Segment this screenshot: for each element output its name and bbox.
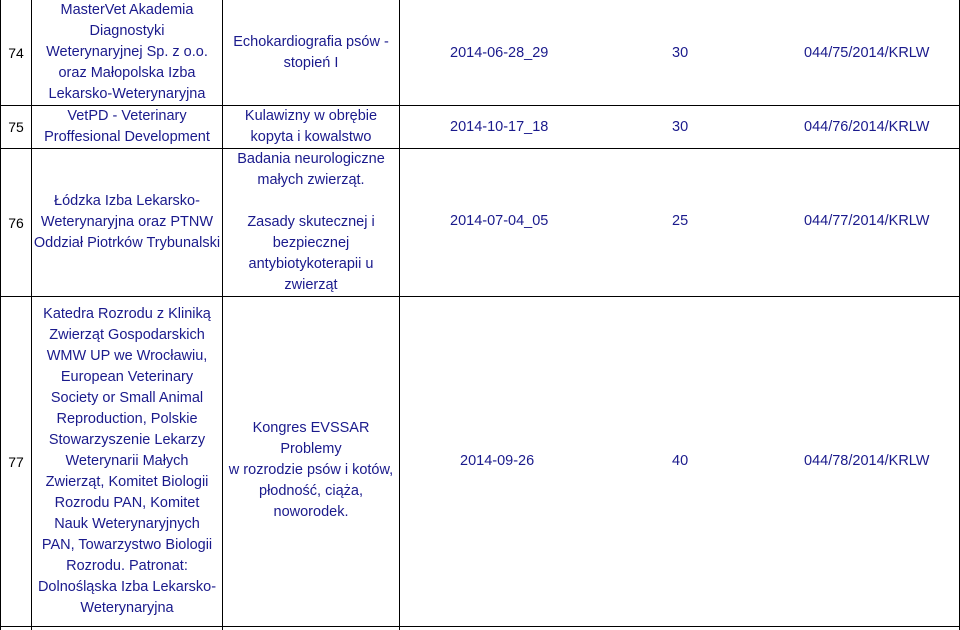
course-text: Echokardiografia psów - stopień I (233, 34, 389, 71)
course-text: Kongres EVSSAR Problemy w rozrodzie psów i kotów, płodność, ciąża, noworodek. (228, 420, 394, 520)
course-text: Kulawizny w obrębie kopyta i kowalstwo (244, 108, 378, 145)
course-cell (223, 149, 399, 296)
organizer-text: Katedra Rozrodu z Kliniką Zwierząt Gospodarskich WMW UP we Wrocławiu, European Veterinary Society or Small Animal Reproduction, Polskie Stowarzyszenie Lekarzy Weterynarii Małych Zwierząt, Komitet Biologii Rozrodu PAN, Komitet Nauk Weterynaryjnych PAN, Towarzystwo Biologii Rozrodu. Patronat: Dolnośląska Izba Lekarsko- Weterynaryjna (37, 306, 217, 616)
row-number (1, 297, 31, 626)
organizer-cell (32, 0, 222, 105)
date-text: 2014-10-17_18 (450, 119, 549, 135)
grid-line (399, 0, 400, 630)
code-text: 044/77/2014/KRLW (804, 213, 930, 229)
organizer-cell (32, 106, 222, 148)
row-number-text: 76 (8, 214, 24, 231)
organizer-cell (32, 297, 222, 626)
row-number-text: 77 (8, 453, 24, 470)
row-number-text: 74 (8, 44, 24, 61)
points-text: 30 (672, 119, 689, 135)
row-number (1, 0, 31, 105)
row-number (1, 106, 31, 148)
grid-line (0, 626, 960, 627)
date-text: 2014-09-26 (460, 453, 535, 469)
code-text: 044/78/2014/KRLW (804, 453, 930, 469)
course-cell (223, 106, 399, 148)
code-text: 044/76/2014/KRLW (804, 119, 930, 135)
course-cell (223, 418, 399, 523)
details-cell (400, 208, 959, 234)
organizer-text: VetPD - Veterinary Proffesional Development (44, 108, 210, 145)
details-cell (400, 40, 959, 66)
course-cell (223, 32, 399, 74)
points-text: 30 (672, 45, 689, 61)
date-text: 2014-07-04_05 (450, 213, 549, 229)
organizer-text: Łódzka Izba Lekarsko- Weterynaryjna oraz PTNW Oddział Piotrków Trybunalski (33, 193, 221, 251)
date-text: 2014-06-28_29 (450, 45, 549, 61)
row-number-text: 75 (8, 119, 24, 135)
points-text: 40 (672, 453, 689, 469)
row-number (1, 149, 31, 296)
course-text: Badania neurologiczne małych zwierząt. Zasady skutecznej i bezpiecznej antybiotykoterapii u zwierząt (237, 151, 385, 293)
organizer-cell (32, 149, 222, 296)
code-text: 044/75/2014/KRLW (804, 45, 930, 61)
grid-line (222, 0, 223, 630)
details-cell (400, 448, 959, 474)
points-text: 25 (672, 213, 689, 229)
organizer-text: MasterVet Akademia Diagnostyki Weterynaryjnej Sp. z o.o. oraz Małopolska Izba Lekarsko-Weterynaryjna (46, 2, 208, 102)
details-cell (400, 114, 959, 140)
